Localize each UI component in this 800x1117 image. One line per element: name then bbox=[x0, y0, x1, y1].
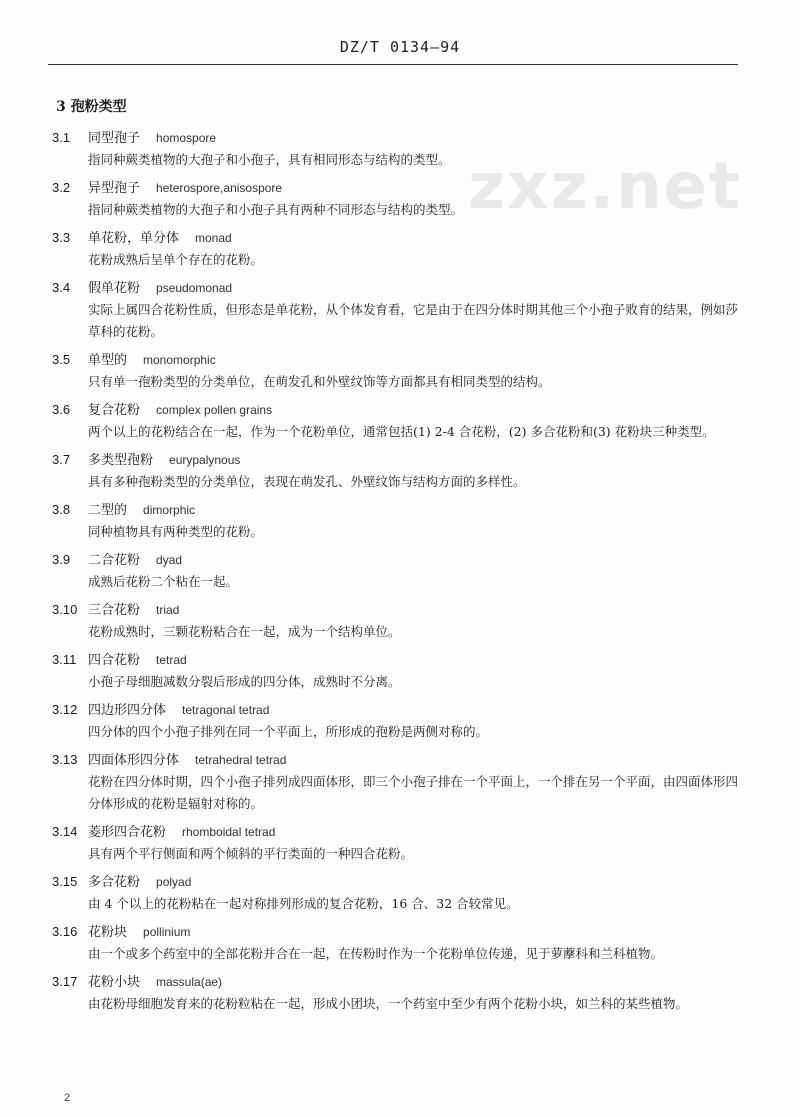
term-english-name: pseudomonad bbox=[156, 281, 233, 295]
term-definition: 同种植物具有两种类型的花粉。 bbox=[88, 524, 264, 539]
watermark: zxz.net bbox=[468, 150, 742, 224]
term-english-name: monomorphic bbox=[143, 353, 216, 367]
term-english-name: tetrad bbox=[156, 653, 187, 667]
term-english-name: homospore bbox=[156, 131, 217, 145]
term-heading bbox=[52, 749, 752, 771]
term-number: 3.14 bbox=[52, 824, 78, 839]
term-entry bbox=[52, 227, 752, 271]
term-definition: 两个以上的花粉结合在一起，作为一个花粉单位，通常包括(1) 2-4 合花粉，(2) 多合花粉和(3) 花粉块三种类型。 bbox=[88, 424, 715, 439]
term-chinese-name: 二型的 bbox=[88, 503, 128, 518]
term-heading bbox=[52, 227, 752, 249]
term-entry bbox=[52, 127, 752, 171]
term-english-name: dimorphic bbox=[143, 503, 196, 517]
term-definition: 由一个或多个药室中的全部花粉并合在一起，在传粉时作为一个花粉单位传递，见于萝藦科和兰科植物。 bbox=[88, 946, 664, 961]
term-chinese-name: 四面体形四分体 bbox=[88, 753, 180, 768]
term-chinese-name: 复合花粉 bbox=[88, 403, 141, 418]
term-chinese-name: 三合花粉 bbox=[88, 603, 141, 618]
term-number: 3.7 bbox=[52, 452, 71, 467]
term-heading bbox=[52, 549, 752, 571]
term-heading bbox=[52, 871, 752, 893]
term-definition: 指同种蕨类植物的大孢子和小孢子具有两种不同形态与结构的类型。 bbox=[88, 202, 464, 217]
term-heading bbox=[52, 699, 752, 721]
term-heading bbox=[52, 399, 752, 421]
term-number: 3.11 bbox=[52, 652, 77, 667]
term-heading bbox=[52, 177, 752, 199]
term-entry bbox=[52, 277, 752, 343]
term-entry bbox=[52, 177, 752, 221]
term-english-name: massula(ae) bbox=[156, 975, 223, 989]
term-entry bbox=[52, 349, 752, 393]
term-english-name: triad bbox=[156, 603, 180, 617]
term-chinese-name: 同型孢子 bbox=[88, 131, 141, 146]
term-entry bbox=[52, 699, 752, 743]
term-chinese-name: 多类型孢粉 bbox=[88, 453, 154, 468]
term-definition: 只有单一孢粉类型的分类单位，在萌发孔和外壁纹饰等方面都具有相同类型的结构。 bbox=[88, 374, 551, 389]
page-number: 2 bbox=[64, 1092, 71, 1104]
term-number: 3.6 bbox=[52, 402, 71, 417]
term-heading bbox=[52, 277, 752, 299]
term-english-name: tetrahedral tetrad bbox=[195, 753, 287, 767]
header-rule bbox=[48, 64, 738, 65]
term-heading bbox=[52, 649, 752, 671]
term-chinese-name: 假单花粉 bbox=[88, 281, 141, 296]
term-number: 3.8 bbox=[52, 502, 71, 517]
term-heading bbox=[52, 921, 752, 943]
term-entry bbox=[52, 871, 752, 915]
term-definition: 成熟后花粉二个粘在一起。 bbox=[88, 574, 239, 589]
term-heading bbox=[52, 449, 752, 471]
term-heading bbox=[52, 821, 752, 843]
term-english-name: pollinium bbox=[143, 925, 191, 939]
term-definition: 具有两个平行侧面和两个倾斜的平行类面的一种四合花粉。 bbox=[88, 846, 414, 861]
term-entry bbox=[52, 499, 752, 543]
term-english-name: monad bbox=[195, 231, 232, 245]
term-definition: 由花粉母细胞发育来的花粉粒粘在一起，形成小团块，一个药室中至少有两个花粉小块，如兰科的某些植物。 bbox=[88, 996, 689, 1011]
term-entry bbox=[52, 749, 752, 815]
term-number: 3.2 bbox=[52, 180, 71, 195]
term-entry bbox=[52, 821, 752, 865]
standard-code-header: DZ/T 0134—94 bbox=[339, 38, 461, 56]
term-definition: 花粉成熟时，三颗花粉粘合在一起，成为一个结构单位。 bbox=[88, 624, 401, 639]
term-number: 3.3 bbox=[52, 230, 71, 245]
term-number: 3.13 bbox=[52, 752, 78, 767]
term-chinese-name: 花粉块 bbox=[88, 925, 128, 940]
term-entry bbox=[52, 649, 752, 693]
term-english-name: dyad bbox=[156, 553, 183, 567]
term-english-name: complex pollen grains bbox=[156, 403, 273, 417]
term-number: 3.4 bbox=[52, 280, 71, 295]
term-number: 3.12 bbox=[52, 702, 78, 717]
term-chinese-name: 菱形四合花粉 bbox=[88, 825, 167, 840]
term-english-name: rhomboidal tetrad bbox=[182, 825, 276, 839]
term-number: 3.17 bbox=[52, 974, 78, 989]
term-heading bbox=[52, 499, 752, 521]
term-definition: 花粉成熟后呈单个存在的花粉。 bbox=[88, 252, 264, 267]
term-heading bbox=[52, 971, 752, 993]
term-number: 3.5 bbox=[52, 352, 71, 367]
term-heading bbox=[52, 127, 752, 149]
term-chinese-name: 四边形四分体 bbox=[88, 703, 167, 718]
term-chinese-name: 单花粉，单分体 bbox=[88, 231, 180, 246]
term-entry bbox=[52, 549, 752, 593]
term-chinese-name: 单型的 bbox=[88, 353, 128, 368]
term-definition: 四分体的四个小孢子排列在同一个平面上，所形成的孢粉是两侧对称的。 bbox=[88, 724, 489, 739]
term-heading bbox=[52, 599, 752, 621]
term-entry bbox=[52, 449, 752, 493]
term-entry bbox=[52, 971, 752, 1015]
term-english-name: eurypalynous bbox=[169, 453, 241, 467]
term-definition: 由 4 个以上的花粉粘在一起对称排列形成的复合花粉，16 合、32 合较常见。 bbox=[88, 896, 519, 911]
term-definition: 具有多种孢粉类型的分类单位，表现在萌发孔、外壁纹饰与结构方面的多样性。 bbox=[88, 474, 526, 489]
term-definition: 花粉在四分体时期，四个小孢子排列成四面体形，即三个小孢子排在一个平面上，一个排在另一个平面，由四面体形四分体形成的花粉是辐射对称的。 bbox=[88, 774, 739, 811]
term-entry bbox=[52, 921, 752, 965]
section-title: 3 孢粉类型 bbox=[56, 99, 127, 115]
term-number: 3.15 bbox=[52, 874, 78, 889]
term-definition: 小孢子母细胞减数分裂后形成的四分体，成熟时不分离。 bbox=[88, 674, 401, 689]
term-definition: 实际上属四合花粉性质，但形态是单花粉，从个体发育看，它是由于在四分体时期其他三个小孢子败育的结果，例如莎草科的花粉。 bbox=[88, 302, 739, 339]
term-chinese-name: 二合花粉 bbox=[88, 553, 141, 568]
term-number: 3.9 bbox=[52, 552, 71, 567]
term-list bbox=[52, 127, 752, 1021]
term-definition: 指同种蕨类植物的大孢子和小孢子，具有相同形态与结构的类型。 bbox=[88, 152, 451, 167]
term-english-name: tetragonal tetrad bbox=[182, 703, 270, 717]
term-english-name: heterospore,anisospore bbox=[156, 181, 283, 195]
term-entry bbox=[52, 399, 752, 443]
term-chinese-name: 花粉小块 bbox=[88, 975, 141, 990]
term-chinese-name: 四合花粉 bbox=[88, 653, 141, 668]
term-english-name: polyad bbox=[156, 875, 192, 889]
term-number: 3.1 bbox=[52, 130, 71, 145]
term-chinese-name: 异型孢子 bbox=[88, 181, 141, 196]
term-heading bbox=[52, 349, 752, 371]
term-number: 3.10 bbox=[52, 602, 78, 617]
term-number: 3.16 bbox=[52, 924, 78, 939]
term-entry bbox=[52, 599, 752, 643]
term-chinese-name: 多合花粉 bbox=[88, 875, 141, 890]
